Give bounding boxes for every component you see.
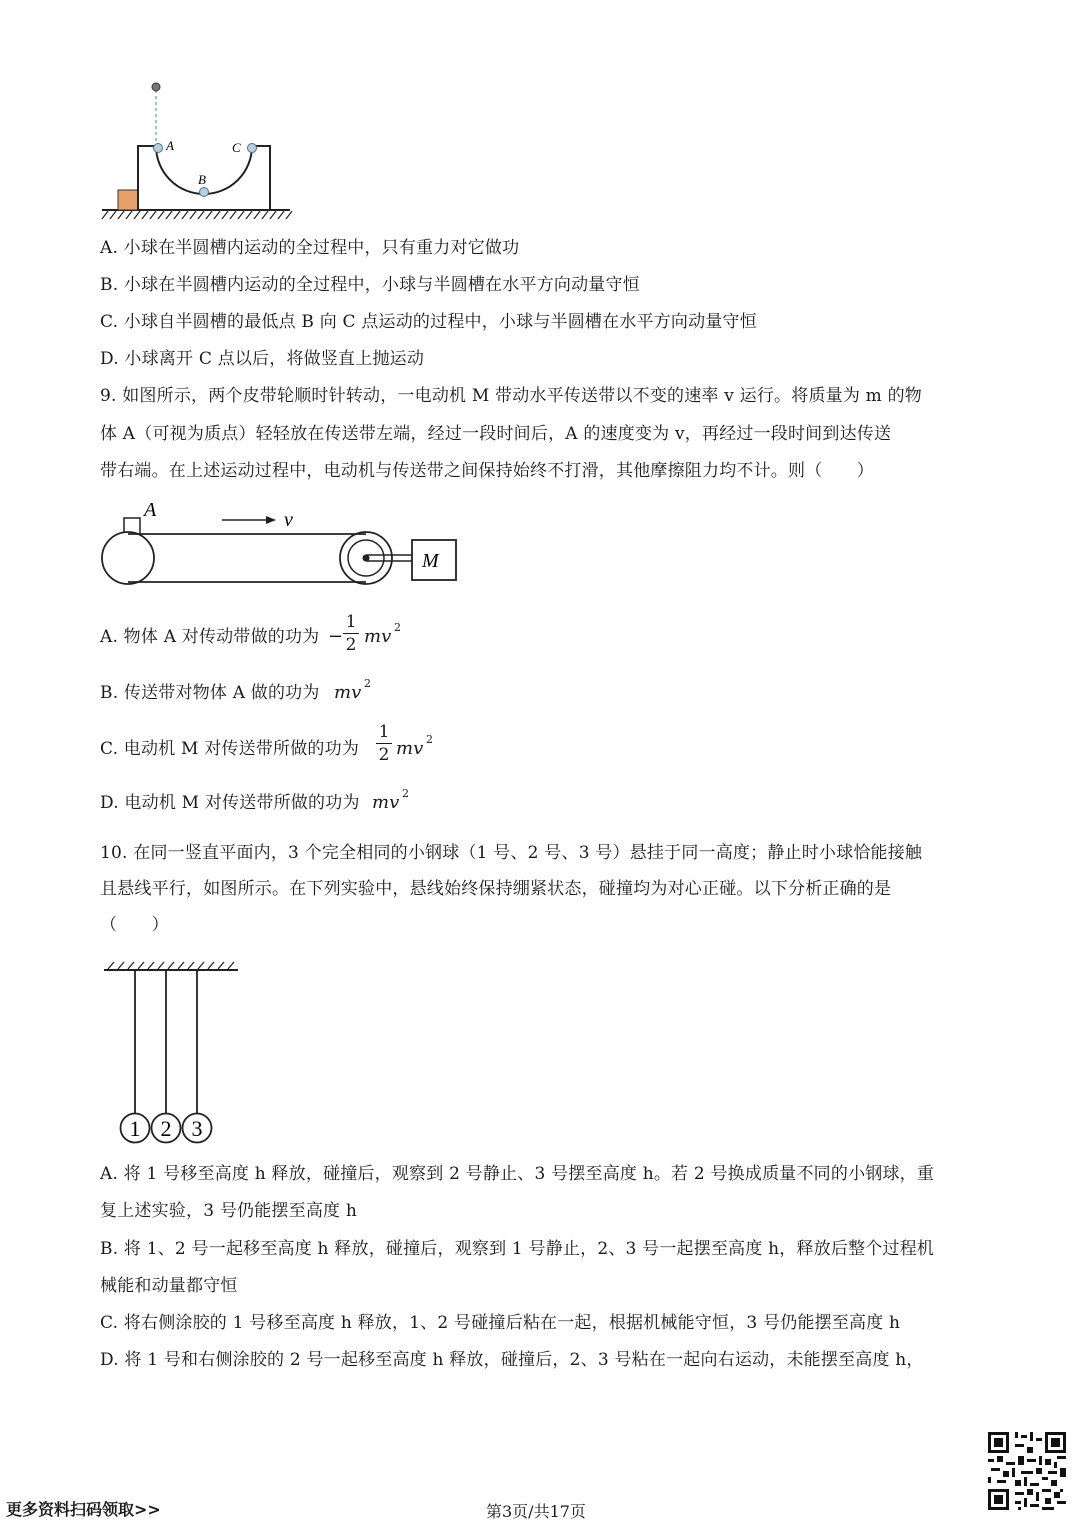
label-motor: M [422,550,439,572]
q9-option-d-square: 2 [402,787,409,800]
q9-option-d-mv: mv [372,792,400,813]
q9-option-a-minus: − [328,626,344,647]
label-c: C [232,140,241,155]
q9-option-d: D. 电动机 M 对传送带所做的功为 [100,793,360,813]
q9-option-a-mv: mv [364,626,392,647]
label-velocity: v [284,509,293,531]
label-b: B [198,172,206,187]
frac-numerator: 1 [345,612,357,632]
q10-option-b-line-2: 械能和动量都守恒 [100,1276,238,1296]
q10-option-b-line-1: B. 将 1、2 号一起移至高度 h 释放，碰撞后，观察到 1 号静止，2、3 号一起摆至高度 h，释放后整个过程机 [100,1239,935,1259]
q9-stem-line-1: 9. 如图所示，两个皮带轮顺时针转动，一电动机 M 带动水平传送带以不变的速率 v 运行。将质量为 m 的物 [100,386,922,406]
q9-option-c: C. 电动机 M 对传送带所做的功为 [100,739,360,759]
q10-stem-line-3: （ ） [100,915,169,935]
q8-option-c: C. 小球自半圆槽的最低点 B 向 C 点运动的过程中，小球与半圆槽在水平方向动量守恒 [100,312,757,332]
frac-numerator: 1 [378,722,390,742]
q10-option-c: C. 将右侧涂胶的 1 号移至高度 h 释放，1、2 号碰撞后粘在一起，根据机械能守恒，3 号仍能摆至高度 h [100,1313,901,1333]
page-number: 第3页/共17页 [486,1502,586,1521]
q9-option-a-fraction [343,612,359,655]
label-a: A [166,138,174,153]
frac-denominator: 2 [378,745,390,765]
qr-code-icon[interactable] [988,1432,1066,1510]
q9-option-b-mv: mv [334,682,362,703]
q9-option-a-square: 2 [394,621,401,634]
ball-1-label: 1 [129,1116,141,1141]
ball-2-label: 2 [160,1116,172,1141]
pendulum-figure [100,960,245,1150]
q9-option-a: A. 物体 A 对传动带做的功为 [100,627,320,647]
q9-option-b: B. 传送带对物体 A 做的功为 [100,683,320,703]
q8-option-a: A. 小球在半圆槽内运动的全过程中，只有重力对它做功 [100,238,520,258]
q10-option-d-line-1: D. 将 1 号和右侧涂胶的 2 号一起移至高度 h 释放，碰撞后，2、3 号粘在一起向右运动，未能摆至高度 h， [100,1350,924,1370]
q9-stem-line-3: 带右端。在上述运动过程中，电动机与传送带之间保持始终不打滑，其他摩擦阻力均不计。则（ ） [100,461,874,481]
ball-3-label: 3 [191,1116,203,1141]
q8-option-b: B. 小球在半圆槽内运动的全过程中，小球与半圆槽在水平方向动量守恒 [100,275,640,295]
frac-denominator: 2 [345,635,357,655]
q10-option-a-line-1: A. 将 1 号移至高度 h 释放，碰撞后，观察到 2 号静止、3 号摆至高度 h。若 2 号换成质量不同的小钢球，重 [100,1164,935,1184]
q9-option-c-mv: mv [396,738,424,759]
label-block-a: A [144,499,157,521]
semicircle-groove-figure [100,78,300,223]
q9-stem-line-2: 体 A（可视为质点）轻轻放在传送带左端，经过一段时间后，A 的速度变为 v，再经过一段时间到达传送 [100,424,892,444]
q10-stem-line-1: 10. 在同一竖直平面内，3 个完全相同的小钢球（1 号、2 号、3 号）悬挂于同一高度；静止时小球恰能接触 [100,843,923,863]
q9-option-b-square: 2 [364,677,371,690]
q8-option-d: D. 小球离开 C 点以后，将做竖直上抛运动 [100,349,425,369]
q9-option-c-fraction [376,722,392,765]
footer-scan-link[interactable]: 更多资料扫码领取>> [6,1500,161,1519]
conveyor-belt-figure [96,496,466,596]
q10-option-a-line-2: 复上述实验，3 号仍能摆至高度 h [100,1201,357,1221]
q10-stem-line-2: 且悬线平行，如图所示。在下列实验中，悬线始终保持绷紧状态，碰撞均为对心正碰。以下分析正确的是 [100,879,892,899]
q9-option-c-square: 2 [426,733,433,746]
